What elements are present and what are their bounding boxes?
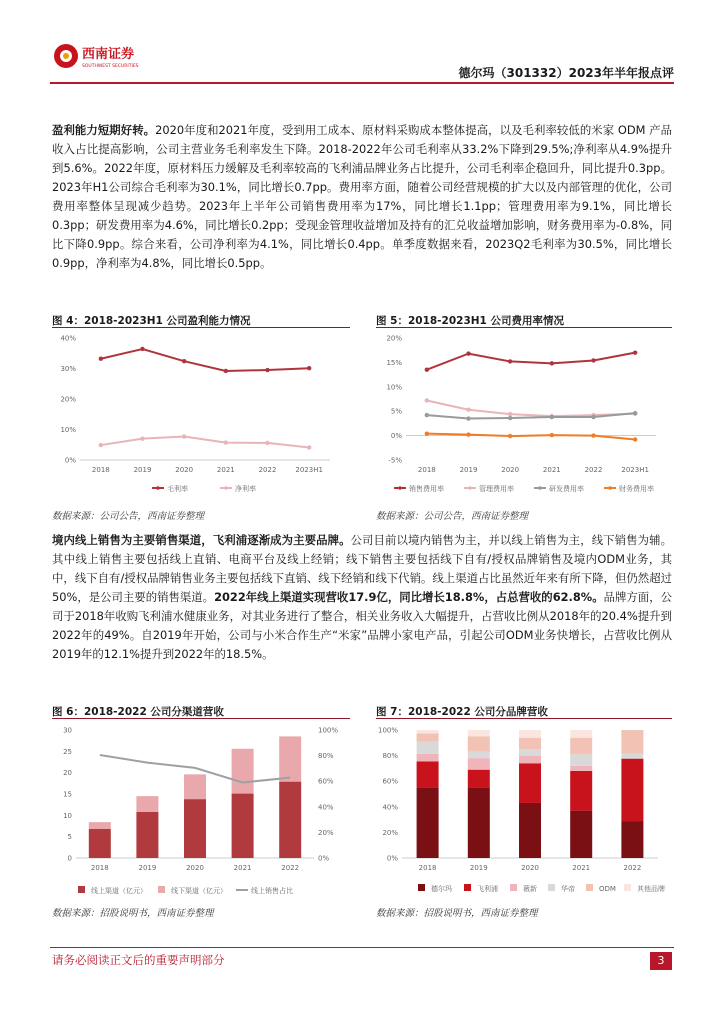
- bar-segment-4: [468, 736, 490, 751]
- legend-marker: [468, 486, 472, 490]
- x-tick-label: 2021: [542, 466, 561, 474]
- x-tick-label: 2023H1: [621, 466, 649, 474]
- x-tick-label: 2019: [469, 864, 488, 872]
- x-tick-label: 2019: [133, 466, 152, 474]
- legend-label-0: 线上渠道（亿元）: [91, 887, 147, 895]
- paragraph-lead: 盈利能力短期好转。: [52, 123, 156, 137]
- logo-en-text: SOUTHWEST SECURITIES: [82, 64, 139, 69]
- legend-label-0: 德尔玛: [431, 885, 452, 893]
- y-tick-label: 10: [63, 811, 72, 820]
- bar-segment-3: [519, 749, 541, 755]
- data-point: [466, 408, 470, 412]
- legend-swatch: [78, 886, 85, 893]
- bar-segment-0: [468, 788, 490, 858]
- data-point: [550, 415, 554, 419]
- bar-segment-0: [417, 788, 439, 858]
- legend-label-0: 毛利率: [167, 485, 188, 493]
- logo-cn-text: 西南证券: [82, 47, 135, 62]
- legend-marker: [538, 486, 542, 490]
- y-tick-label: 15: [63, 790, 72, 799]
- bar-segment-0: [89, 829, 111, 858]
- report-title: 德尔玛（301332）2023年半年报点评: [458, 66, 674, 80]
- bar-segment-1: [621, 759, 643, 821]
- bar-segment-2: [519, 756, 541, 764]
- fig7-title: 图 7：2018-2022 公司分品牌营收: [376, 706, 548, 718]
- legend-label-2: 线上销售占比: [251, 887, 293, 895]
- data-point: [508, 416, 512, 420]
- data-point: [307, 445, 311, 449]
- x-tick-label: 2020: [501, 466, 520, 474]
- bar-segment-4: [621, 730, 643, 754]
- legend-label-1: 飞利浦: [477, 885, 498, 893]
- bar-segment-0: [232, 794, 254, 858]
- legend-label-5: 其他品牌: [637, 885, 665, 893]
- data-point: [182, 434, 186, 438]
- y-tick-label: 25: [63, 747, 72, 756]
- y-tick-label: -5%: [388, 456, 402, 465]
- fig7-chart: [376, 722, 672, 898]
- data-point: [265, 368, 269, 372]
- fig5-title: 图 5：2018-2023H1 公司费用率情况: [376, 315, 565, 327]
- x-tick-label: 2019: [459, 466, 478, 474]
- y-tick-label: 20%: [382, 828, 398, 837]
- legend-marker: [156, 486, 160, 490]
- y-tick-label: 40%: [382, 803, 398, 812]
- bar-segment-3: [468, 752, 490, 758]
- y-tick-label: 10%: [386, 383, 402, 392]
- data-point: [224, 369, 228, 373]
- data-point: [182, 359, 186, 363]
- data-point: [466, 432, 470, 436]
- bar-segment-0: [621, 821, 643, 858]
- y-tick-label: 5: [67, 833, 72, 842]
- data-point: [508, 434, 512, 438]
- fig5-chart: [376, 330, 672, 500]
- data-point: [307, 366, 311, 370]
- paragraph-body: 品牌方面，公司于2018年收购飞利浦水健康业务，对其业务进行了整合，相关业务收入大幅提升，占营收比例从2018年的20.4%提升到2022年的49%。自2019年开始，公司与小米合作生产“米家”品牌小家电产品，引起公司ODM业务快增长，占营收比例从2019年的12.1%提升到2022年的18.5%。: [52, 590, 672, 661]
- fig5-rule: [376, 327, 672, 328]
- data-point: [425, 431, 429, 435]
- bar-segment-0: [184, 799, 206, 858]
- fig6-rule: [52, 718, 350, 719]
- legend-swatch: [510, 884, 517, 891]
- legend-marker: [224, 486, 228, 490]
- paragraph-channels: [52, 531, 672, 664]
- company-logo: [52, 38, 162, 78]
- y-tick-label: 80%: [382, 752, 398, 761]
- data-point: [591, 433, 595, 437]
- bar-segment-2: [417, 754, 439, 762]
- x-tick-label: 2023H1: [295, 466, 323, 474]
- legend-label-2: 薇新: [523, 885, 537, 893]
- y-tick-label: 20%: [386, 334, 402, 343]
- paragraph-body: 公司目前以境内销售为主，并以线上销售为主，线下销售为辅。其中线上销售主要包括线上直销、电商平台及线上经销；线下销售主要包括线下自有/授权品牌销售及境内ODM业务，其中，线下自有/授权品牌销售业务主要包括线下直销、线下经销和线下代销。线上渠道占比虽然近年来有所下降，但仍然超过50%，是公司主要的销售渠道。: [52, 533, 672, 604]
- bar-segment-1: [184, 774, 206, 799]
- paragraph-profitability: [52, 121, 672, 273]
- fig6-chart: [52, 722, 350, 898]
- legend-swatch: [586, 884, 593, 891]
- bar-segment-4: [417, 733, 439, 741]
- data-point: [224, 440, 228, 444]
- data-point: [591, 358, 595, 362]
- y-tick-label: 100%: [377, 726, 398, 735]
- fig4-chart: [52, 330, 350, 500]
- data-point: [466, 416, 470, 420]
- data-point: [633, 350, 637, 354]
- y-tick-label: 20%: [60, 395, 76, 404]
- fig6-title: 图 6：2018-2022 公司分渠道营收: [52, 706, 224, 718]
- bar-segment-5: [417, 730, 439, 733]
- data-point: [508, 412, 512, 416]
- data-point: [425, 413, 429, 417]
- data-point: [508, 359, 512, 363]
- data-point: [265, 441, 269, 445]
- y2-tick-label: 80%: [318, 752, 334, 761]
- x-tick-label: 2018: [90, 864, 109, 872]
- legend-label-0: 销售费用率: [409, 485, 444, 493]
- data-point: [550, 433, 554, 437]
- data-point: [99, 357, 103, 361]
- legend-swatch: [418, 884, 425, 891]
- paragraph-highlight: 2022年线上渠道实现营收17.9亿，同比增长18.8%，占总营收的62.8%。: [214, 590, 604, 604]
- fig5-source: 数据来源：公司公告，西南证券整理: [376, 511, 529, 522]
- x-tick-label: 2022: [281, 864, 300, 872]
- legend-label-3: 财务费用率: [619, 485, 654, 493]
- bar-segment-5: [468, 730, 490, 736]
- bar-segment-5: [570, 730, 592, 738]
- x-tick-label: 2020: [521, 864, 539, 872]
- data-point: [140, 347, 144, 351]
- x-tick-label: 2020: [175, 466, 194, 474]
- bar-segment-0: [279, 782, 301, 858]
- paragraph-lead: 境内线上销售为主要销售渠道，飞利浦逐渐成为主要品牌。: [52, 533, 351, 547]
- bar-segment-2: [570, 766, 592, 771]
- y2-tick-label: 60%: [318, 777, 334, 786]
- y2-tick-label: 100%: [318, 726, 339, 735]
- paragraph-body: 2020年度和2021年度，受到用工成本、原材料采购成本整体提高，以及毛利率较低的米家 ODM 产品收入占比提高影响，公司主营业务毛利率发生下降。2018-2022年公司毛利率从33.2%下降到29.5%;净利率从4.9%提升到5.6%。2022年度，原材料压力缓解及毛利率较高的飞利浦品牌业务占比提升，公司毛利率企稳回升，同比提升0.3pp。2023年H1公司综合毛利率为30.1%，同比增长0.7pp。费用率方面，随着公司经营规模的扩大以及内部管理的优化，公司费用率整体呈现减少趋势。2023年上半年公司销售费用率为17%，同比增长1.1pp；管理费用率为9.1%，同比增长0.3pp；研发费用率为4.6%，同比增长0.2pp；受现金管理收益增加及持有的汇兑收益增加影响，财务费用率为-0.8%，同比下降0.9pp。综合来看，公司净利率为4.1%，同比增长0.4pp。单季度数据来看，2023Q2毛利率为30.5%，同比增长0.9pp，净利率为4.8%，同比增长0.5pp。: [52, 123, 672, 270]
- y-tick-label: 0%: [390, 432, 402, 441]
- legend-marker: [398, 486, 402, 490]
- data-point: [633, 411, 637, 415]
- x-tick-label: 2022: [623, 864, 642, 872]
- data-point: [633, 437, 637, 441]
- y-tick-label: 40%: [60, 334, 76, 343]
- fig4-source: 数据来源：公司公告，西南证券整理: [52, 511, 205, 522]
- legend-label-1: 管理费用率: [479, 485, 514, 493]
- y-tick-label: 0: [67, 854, 72, 863]
- bar-segment-1: [468, 770, 490, 788]
- data-point: [550, 361, 554, 365]
- legend-swatch: [548, 884, 555, 891]
- x-tick-label: 2021: [216, 466, 235, 474]
- legend-swatch: [464, 884, 471, 891]
- fig7-source: 数据来源：招股说明书，西南证券整理: [376, 908, 538, 919]
- footer-divider: [50, 947, 674, 948]
- x-tick-label: 2022: [584, 466, 603, 474]
- x-tick-label: 2018: [417, 466, 436, 474]
- series-line-0: [427, 353, 635, 370]
- legend-label-2: 研发费用率: [549, 485, 584, 493]
- bar-segment-1: [136, 796, 158, 812]
- x-tick-label: 2021: [572, 864, 591, 872]
- bar-segment-3: [621, 754, 643, 759]
- bar-segment-3: [570, 754, 592, 766]
- bar-segment-1: [417, 761, 439, 787]
- data-point: [466, 351, 470, 355]
- y-tick-label: 30: [63, 726, 72, 735]
- bar-segment-0: [519, 803, 541, 858]
- bar-segment-4: [570, 738, 592, 755]
- series-line-3: [427, 434, 635, 440]
- legend-marker: [608, 486, 612, 490]
- fig7-rule: [376, 718, 672, 719]
- series-line-1: [101, 437, 309, 448]
- fig4-title: 图 4：2018-2023H1 公司盈利能力情况: [52, 315, 251, 327]
- y2-tick-label: 40%: [318, 803, 334, 812]
- fig6-source: 数据来源：招股说明书，西南证券整理: [52, 908, 214, 919]
- bar-segment-2: [468, 758, 490, 770]
- legend-label-1: 线下渠道（亿元）: [171, 887, 227, 895]
- bar-segment-1: [570, 771, 592, 811]
- y2-tick-label: 20%: [318, 828, 334, 837]
- y-tick-label: 15%: [386, 358, 402, 367]
- bar-segment-0: [136, 812, 158, 858]
- data-point: [425, 398, 429, 402]
- x-tick-label: 2022: [258, 466, 277, 474]
- y-tick-label: 30%: [60, 365, 76, 373]
- data-point: [591, 415, 595, 419]
- x-tick-label: 2018: [418, 864, 437, 872]
- data-point: [425, 368, 429, 372]
- page-number: 3: [650, 952, 672, 970]
- legend-swatch: [624, 884, 631, 891]
- legend-label-3: 华帝: [561, 885, 575, 893]
- legend-label-1: 净利率: [235, 485, 256, 493]
- bar-segment-5: [519, 730, 541, 738]
- legend-label-4: ODM: [599, 885, 616, 893]
- bar-segment-1: [232, 749, 254, 794]
- bar-segment-1: [519, 763, 541, 803]
- series-line-1: [427, 400, 635, 416]
- y-tick-label: 60%: [382, 777, 398, 786]
- fig4-rule: [52, 327, 350, 328]
- data-point: [140, 436, 144, 440]
- legend-swatch: [158, 886, 165, 893]
- bar-segment-0: [570, 811, 592, 858]
- x-tick-label: 2020: [186, 864, 204, 872]
- y-tick-label: 0%: [386, 854, 398, 863]
- bar-segment-1: [279, 736, 301, 781]
- footer-disclaimer: 请务必阅读正文后的重要声明部分: [52, 953, 225, 967]
- y-tick-label: 10%: [60, 426, 76, 434]
- x-tick-label: 2019: [138, 864, 157, 872]
- data-point: [99, 443, 103, 447]
- x-tick-label: 2018: [91, 466, 110, 474]
- y2-tick-label: 0%: [318, 854, 330, 863]
- x-tick-label: 2021: [233, 864, 252, 872]
- y-tick-label: 0%: [64, 456, 76, 465]
- y-tick-label: 5%: [390, 407, 402, 416]
- bar-segment-1: [89, 822, 111, 829]
- y-tick-label: 20: [63, 769, 72, 778]
- header-divider: [50, 82, 674, 84]
- series-line-0: [101, 349, 309, 371]
- bar-segment-3: [417, 741, 439, 754]
- bar-segment-4: [519, 738, 541, 750]
